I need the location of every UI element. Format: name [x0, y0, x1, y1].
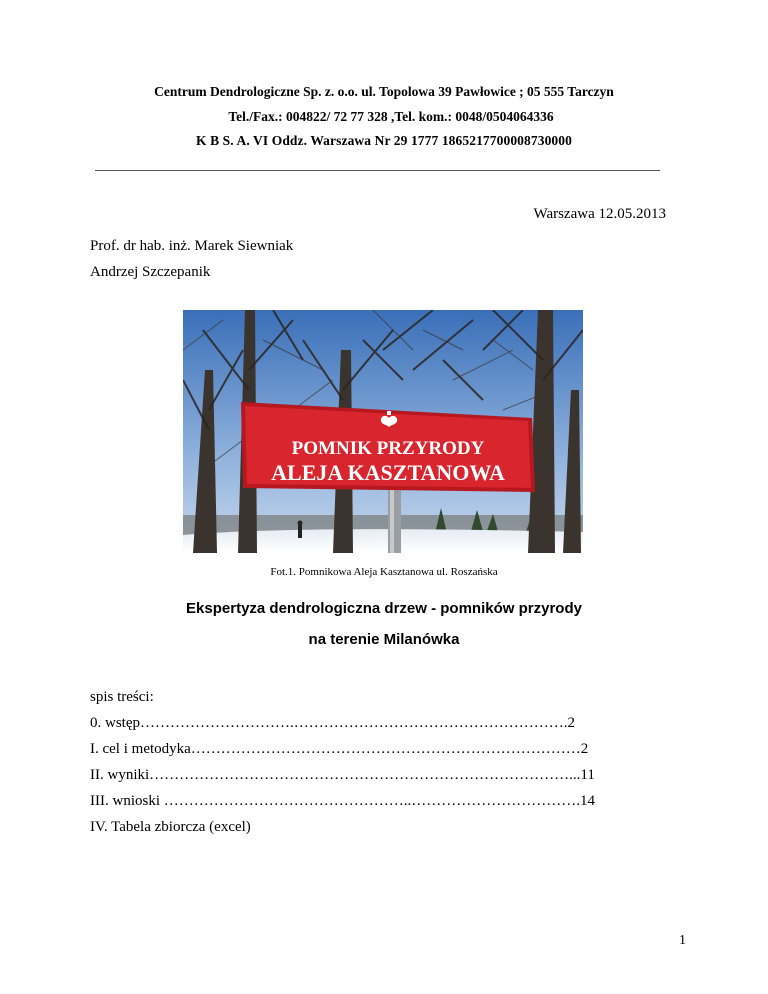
- header-company-address: Centrum Dendrologiczne Sp. z. o.o. ul. Topolowa 39 Pawłowice ; 05 555 Tarczyn: [154, 84, 614, 99]
- toc-item-results: II. wyniki…………………………………………………………………………...11: [90, 767, 595, 783]
- document-date: Warszawa 12.05.2013: [533, 206, 666, 222]
- header-divider: [95, 170, 660, 171]
- sign-text-line2: ALEJA KASZTANOWA: [271, 460, 505, 485]
- author-1: Prof. dr hab. inż. Marek Siewniak: [90, 238, 294, 254]
- header-phone-fax: Tel./Fax.: 004822/ 72 77 328 ,Tel. kom.: 0048/0504064336: [228, 109, 554, 124]
- toc-item-methodology: I. cel i metodyka……………………………………………………………………2: [90, 741, 589, 757]
- toc-heading: spis treści:: [90, 689, 154, 705]
- photo-nature-monument-sign: [183, 310, 583, 553]
- page-number: 1: [679, 933, 686, 948]
- sign-text-line1: POMNIK PRZYRODY: [291, 438, 485, 459]
- author-2: Andrzej Szczepanik: [90, 264, 211, 280]
- header-bank-account: K B S. A. VI Oddz. Warszawa Nr 29 1777 1865217700008730000: [196, 133, 572, 148]
- document-subtitle: na terenie Milanówka: [308, 631, 460, 648]
- toc-item-summary-table: IV. Tabela zbiorcza (excel): [90, 819, 251, 835]
- toc-item-conclusions: III. wnioski …………………………………………..…………………………….14: [90, 793, 595, 809]
- document-title: Ekspertyza dendrologiczna drzew - pomników przyrody: [186, 600, 582, 617]
- toc-item-introduction: 0. wstęp………………………….……………………………………………….2: [90, 715, 575, 731]
- photo-caption: Fot.1. Pomnikowa Aleja Kasztanowa ul. Roszańska: [270, 566, 498, 578]
